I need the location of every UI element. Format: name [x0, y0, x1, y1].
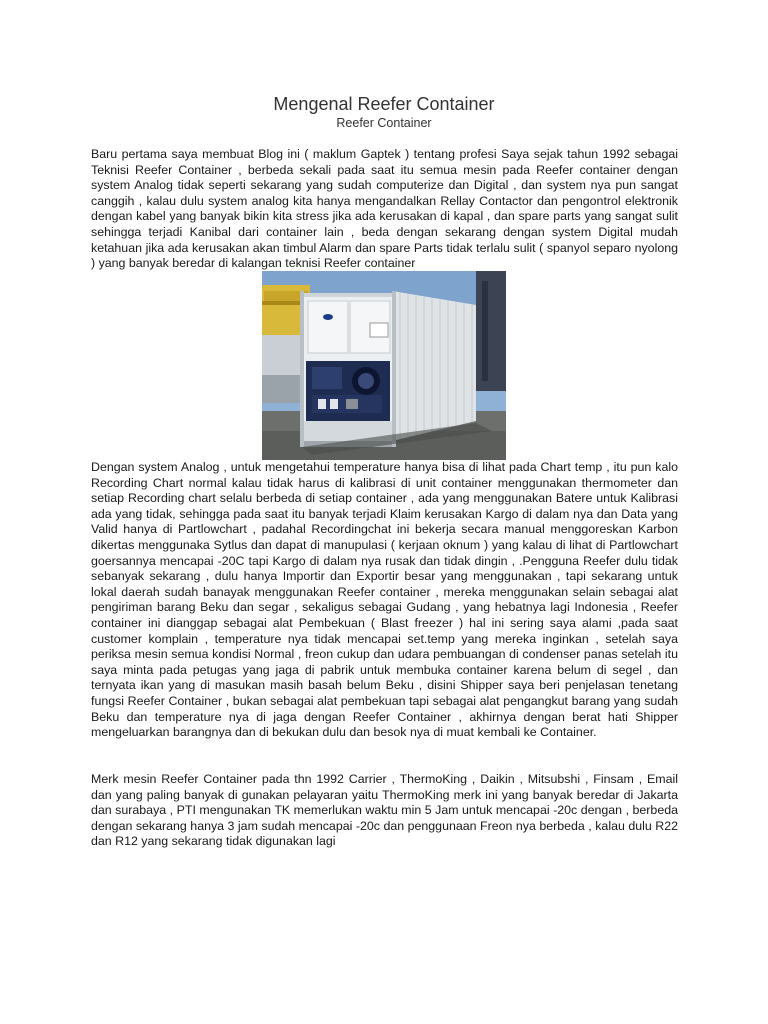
paragraph-analog-system: Dengan system Analog , untuk mengetahui temperature hanya bisa di lihat pada Chart temp , itu pun kalo Recording Chart normal kalau tidak harus di kalibrasi di unit container menggunakan thermometer dan setiap Recording chart selalu berbeda di setiap container , ada yang menggunakan Batere untuk Kalibrasi ada yang tidak, sehingga pada saat itu banyak terjadi Klaim kerusakan Kargo di dalam nya dan Data yang Valid hanya di Partlowchart , padahal Recordingchat ini bekerja secara manual menggoreskan Karbon dikertas menggunaka Sytlus dan dapat di manupulasi ( kerjaan oknum ) yang kalau di lihat di Partlowchart goersannya mencapai -20C tapi Kargo di dalam nya rusak dan tidak dingin , .Pengguna Reefer dulu tidak sebanyak sekarang , dulu hanya Importir dan Exportir besar yang menggunakan , tapi sekarang untuk lokal daerah sudah banayak menggunakan Reefer container , mereka menggunakan selain sebagai alat pengiriman barang Beku dan segar , sekaligus sebagai Gudang , yang hebatnya lagi Indonesia , Reefer container ini dianggap sebagai alat Pembekuan ( Blast freezer ) hal ini sering saya alami ,pada saat customer komplain , temperature nya tidak mencapai set.temp yang mereka inginkan , setelah saya periksa mesin semua kondisi Normal , freon cukup dan udara pembuangan di condenser panas setelah itu saya minta pada petugas yang jaga di pabrik untuk membuka container karena belum di segel , dan ternyata ikan yang di masukan masih basah belum Beku , disini Shipper saya beri penjelasan tenetang fungsi Reefer Container , bukan sebagai alat pembekuan tapi sebagai alat pengangkut barang yang sudah Beku dan temperature nya di jaga dengan Reefer Container , akhirnya dengan berat hati Shipper mengeluarkan barangnya dan di bekukan dulu dan besok nya di muat kembali ke Container. — [91, 460, 678, 740]
reefer-container-photo — [262, 271, 506, 460]
document-title: Mengenal Reefer Container — [273, 94, 495, 114]
document-subtitle: Reefer Container — [336, 116, 432, 130]
paragraph-intro: Baru pertama saya membuat Blog ini ( maklum Gaptek ) tentang profesi Saya sejak tahun 1992 sebagai Teknisi Reefer Container , berbeda sekali pada saat itu semua mesin pada Reefer container dengan system Analog tidak seperti sekarang yang sudah computerize dan Digital , dan system nya pun sangat canggih , kalau dulu system analog kita hanya mengandalkan Rellay Contactor dan pengontrol elektronik dengan kabel yang banyak bikin kita stress jika ada kerusakan di kapal , dan spare parts yang sangat sulit sehingga terjadi Kanibal dari container lain , beda dengan sekarang dengan system Digital mudah ketahuan jika ada kerusakan akan timbul Alarm dan spare Parts tidak terlalu sulit ( spanyol separo nyolong ) yang banyak beredar di kalangan teknisi Reefer container — [91, 147, 678, 271]
paragraph-machine-brands: Merk mesin Reefer Container pada thn 1992 Carrier , ThermoKing , Daikin , Mitsubshi , Finsam , Email dan yang paling banyak di gunakan pelayaran yaitu ThermoKing merk ini yang banyak beredar di Jakarta dan surabaya , PTI mengunakan TK memerlukan waktu min 5 Jam untuk mencapai -20c dengan , berbeda dengan sekarang hanya 3 jam sudah mencapai -20c dan penggunaan Freon nya berbeda , kalau dulu R22 dan R12 yang sekarang tidak digunakan lagi — [91, 772, 678, 849]
